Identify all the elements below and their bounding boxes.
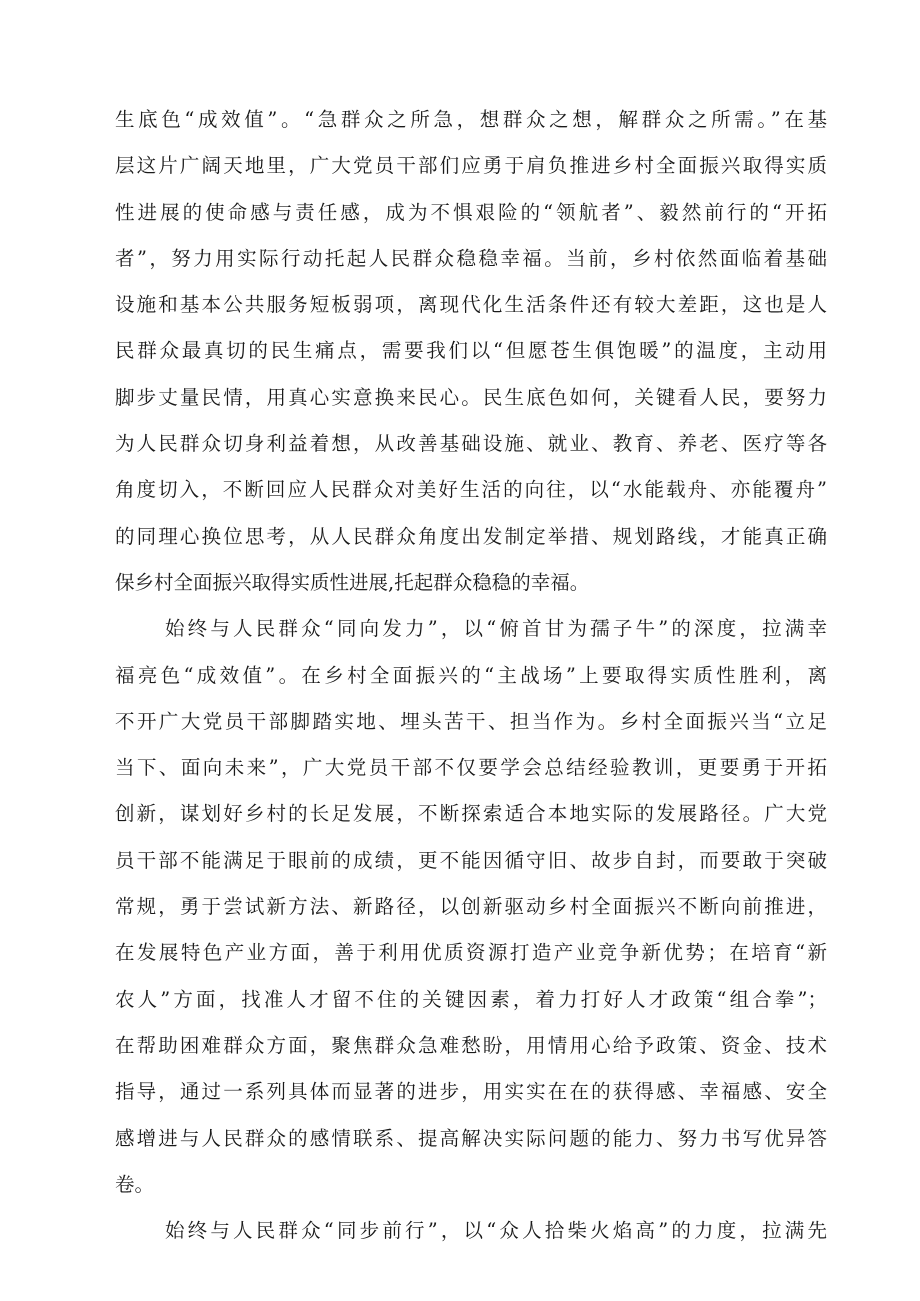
text-line: 者”，努力用实际行动托起人民群众稳稳幸福。当前，乡村依然面临着基础 bbox=[115, 246, 827, 270]
text-line: 层这片广阔天地里，广大党员干部们应勇于肩负推进乡村全面振兴取得实质 bbox=[115, 154, 827, 178]
text-line: 创新，谋划好乡村的长足发展，不断探索适合本地实际的发展路径。广大党 bbox=[115, 802, 827, 826]
text-line: 农人”方面，找准人才留不住的关键因素，着力打好人才政策“组合拳”； bbox=[115, 987, 827, 1011]
paragraph-2 bbox=[115, 606, 827, 1208]
text-line: 在帮助困难群众方面，聚焦群众急难愁盼，用情用心给予政策、资金、技术 bbox=[115, 1033, 827, 1057]
paragraph-1 bbox=[115, 97, 827, 606]
text-line: 在发展特色产业方面，善于利用优质资源打造产业竞争新优势；在培育“新 bbox=[115, 941, 827, 965]
text-line: 始终与人民群众“同向发力”，以“俯首甘为孺子牛”的深度，拉满幸 bbox=[165, 617, 827, 641]
text-line: 不开广大党员干部脚踏实地、埋头苦干、担当作为。乡村全面振兴当“立足 bbox=[115, 709, 827, 733]
text-line: 福亮色“成效值”。在乡村全面振兴的“主战场”上要取得实质性胜利，离 bbox=[115, 663, 827, 687]
text-line: 员干部不能满足于眼前的成绩，更不能因循守旧、故步自封，而要敢于突破 bbox=[115, 848, 827, 872]
text-line: 保乡村全面振兴取得实质性进展,托起群众稳稳的幸福。 bbox=[115, 570, 590, 594]
text-line: 常规，勇于尝试新方法、新路径，以创新驱动乡村全面振兴不断向前推进， bbox=[115, 895, 827, 919]
text-line: 民群众最真切的民生痛点，需要我们以“但愿苍生俱饱暖”的温度，主动用 bbox=[115, 339, 827, 363]
text-line: 脚步丈量民情，用真心实意换来民心。民生底色如何，关键看人民，要努力 bbox=[115, 385, 827, 409]
text-line: 角度切入，不断回应人民群众对美好生活的向往，以“水能载舟、亦能覆舟” bbox=[115, 478, 827, 502]
text-line: 当下、面向未来”，广大党员干部不仅要学会总结经验教训，更要勇于开拓 bbox=[115, 756, 827, 780]
text-line: 设施和基本公共服务短板弱项，离现代化生活条件还有较大差距，这也是人 bbox=[115, 293, 827, 317]
text-line: 生底色“成效值”。“急群众之所急，想群众之想，解群众之所需。”在基 bbox=[115, 108, 827, 131]
text-line: 指导，通过一系列具体而显著的进步，用实实在在的获得感、幸福感、安全 bbox=[115, 1080, 827, 1104]
text-line: 卷。 bbox=[115, 1172, 155, 1196]
document-body bbox=[115, 97, 827, 1254]
text-line: 为人民群众切身利益着想，从改善基础设施、就业、教育、养老、医疗等各 bbox=[115, 432, 827, 456]
text-line: 的同理心换位思考，从人民群众角度出发制定举措、规划路线，才能真正确 bbox=[115, 524, 827, 548]
text-line: 感增进与人民群众的感情联系、提高解决实际问题的能力、努力书写优异答 bbox=[115, 1126, 827, 1150]
paragraph-3 bbox=[115, 1208, 827, 1254]
text-line: 始终与人民群众“同步前行”，以“众人拾柴火焰高”的力度，拉满先 bbox=[165, 1219, 827, 1243]
text-line: 性进展的使命感与责任感，成为不惧艰险的“领航者”、毅然前行的“开拓 bbox=[115, 200, 827, 224]
